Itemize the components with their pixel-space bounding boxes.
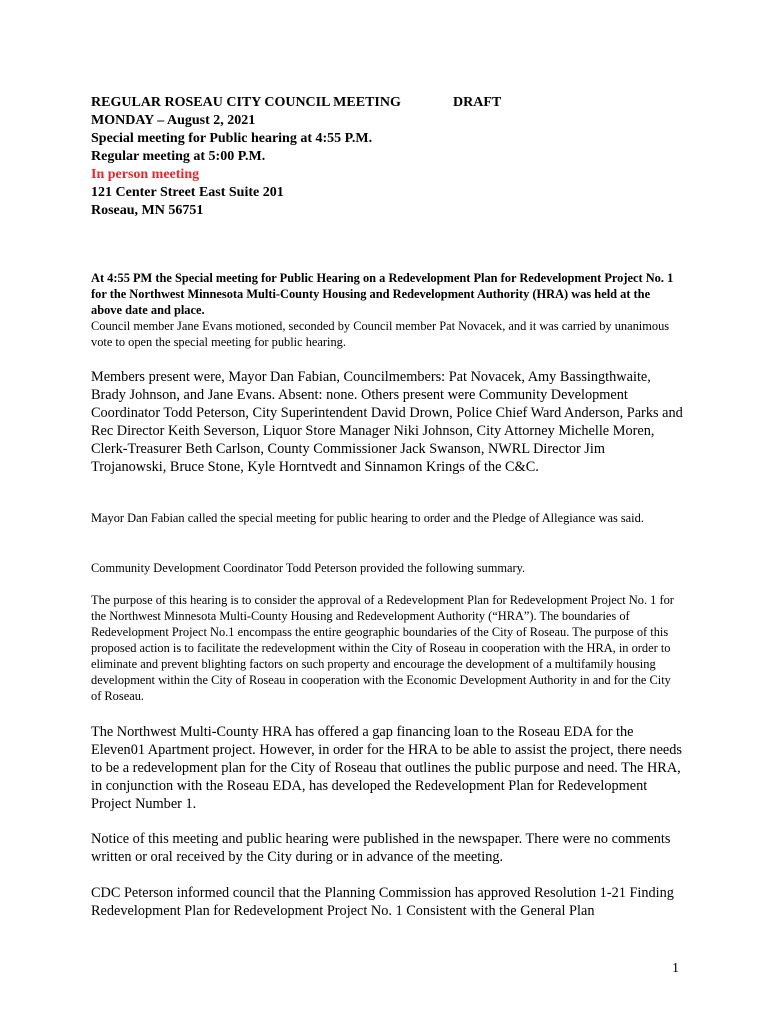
paragraph-notice-published: [91, 830, 683, 866]
address-city: Roseau, MN 56751: [91, 203, 204, 218]
planning-commission-text: CDC Peterson informed council that the Planning Commission has approved Resolution 1-21 Finding Redevelopment Plan for Redevelopment Project No. 1 Consistent with the General Plan: [91, 885, 674, 919]
paragraph-hearing-opened: [91, 270, 683, 350]
meeting-date: MONDAY – August 2, 2021: [91, 113, 256, 128]
meeting-mode: In person meeting: [91, 167, 200, 182]
paragraph-members-present: [91, 368, 683, 476]
special-meeting-time: Special meeting for Public hearing at 4:55 P.M.: [91, 131, 373, 146]
meeting-header: [91, 94, 691, 220]
paragraph-called-to-order: [91, 510, 683, 526]
regular-meeting-time: Regular meeting at 5:00 P.M.: [91, 149, 266, 164]
page-number: 1: [672, 961, 679, 976]
hearing-purpose-text: The purpose of this hearing is to consider the approval of a Redevelopment Plan for Redevelopment Project No. 1 for the Northwest Minnesota Multi-County Housing and Redevelopment Authority (“HRA”). The boundaries of Redevelopment Project No.1 encompass the entire geographic boundaries of the City of Roseau. The purpose of this proposed action is to facilitate the redevelopment within the City of Roseau in cooperation with the HRA, in order to eliminate and prevent blighting factors on such property and encourage the development of a multifamily housing development within the City of Roseau in cooperation with the Economic Development Authority in and for the City of Roseau.: [91, 593, 674, 703]
meeting-title: REGULAR ROSEAU CITY COUNCIL MEETING: [91, 95, 401, 110]
paragraph-summary-intro: [91, 560, 683, 576]
paragraph-hearing-purpose: [91, 592, 683, 704]
notice-published-text: Notice of this meeting and public hearing were published in the newspaper. There were no comments written or oral received by the City during or in advance of the meeting.: [91, 831, 671, 865]
called-to-order-text: Mayor Dan Fabian called the special meeting for public hearing to order and the Pledge of Allegiance was said.: [91, 511, 644, 525]
paragraph-planning-commission: [91, 884, 683, 920]
paragraph-gap-financing: [91, 723, 683, 813]
address-street: 121 Center Street East Suite 201: [91, 185, 284, 200]
hearing-opened-bold-text: At 4:55 PM the Special meeting for Public Hearing on a Redevelopment Plan for Redevelopment Project No. 1 for the Northwest Minnesota Multi-County Housing and Redevelopment Authority (HRA) was held at the above date and place.: [91, 271, 674, 317]
draft-label: DRAFT: [453, 95, 502, 110]
hearing-opened-motion-text: Council member Jane Evans motioned, seconded by Council member Pat Novacek, and it was carried by unanimous vote to open the special meeting for public hearing.: [91, 319, 670, 349]
summary-intro-text: Community Development Coordinator Todd Peterson provided the following summary.: [91, 561, 526, 575]
members-present-text: Members present were, Mayor Dan Fabian, Councilmembers: Pat Novacek, Amy Bassingthwaite, Brady Johnson, and Jane Evans. Absent: none. Others present were Community Development Coordinator Todd Peterson, City Superintendent David Drown, Police Chief Ward Anderson, Parks and Rec Director Keith Severson, Liquor Store Manager Niki Johnson, City Attorney Michelle Moren, Clerk-Treasurer Beth Carlson, County Commissioner Jack Swanson, NWRL Director Jim Trojanowski, Bruce Stone, Kyle Horntvedt and Sinnamon Krings of the C&C.: [91, 369, 683, 475]
gap-financing-text: The Northwest Multi-County HRA has offered a gap financing loan to the Roseau EDA for the Eleven01 Apartment project. However, in order for the HRA to be able to assist the project, there needs to be a redevelopment plan for the City of Roseau that outlines the public purpose and need. The HRA, in conjunction with the Roseau EDA, has developed the Redevelopment Plan for Redevelopment Project Number 1.: [91, 724, 682, 812]
